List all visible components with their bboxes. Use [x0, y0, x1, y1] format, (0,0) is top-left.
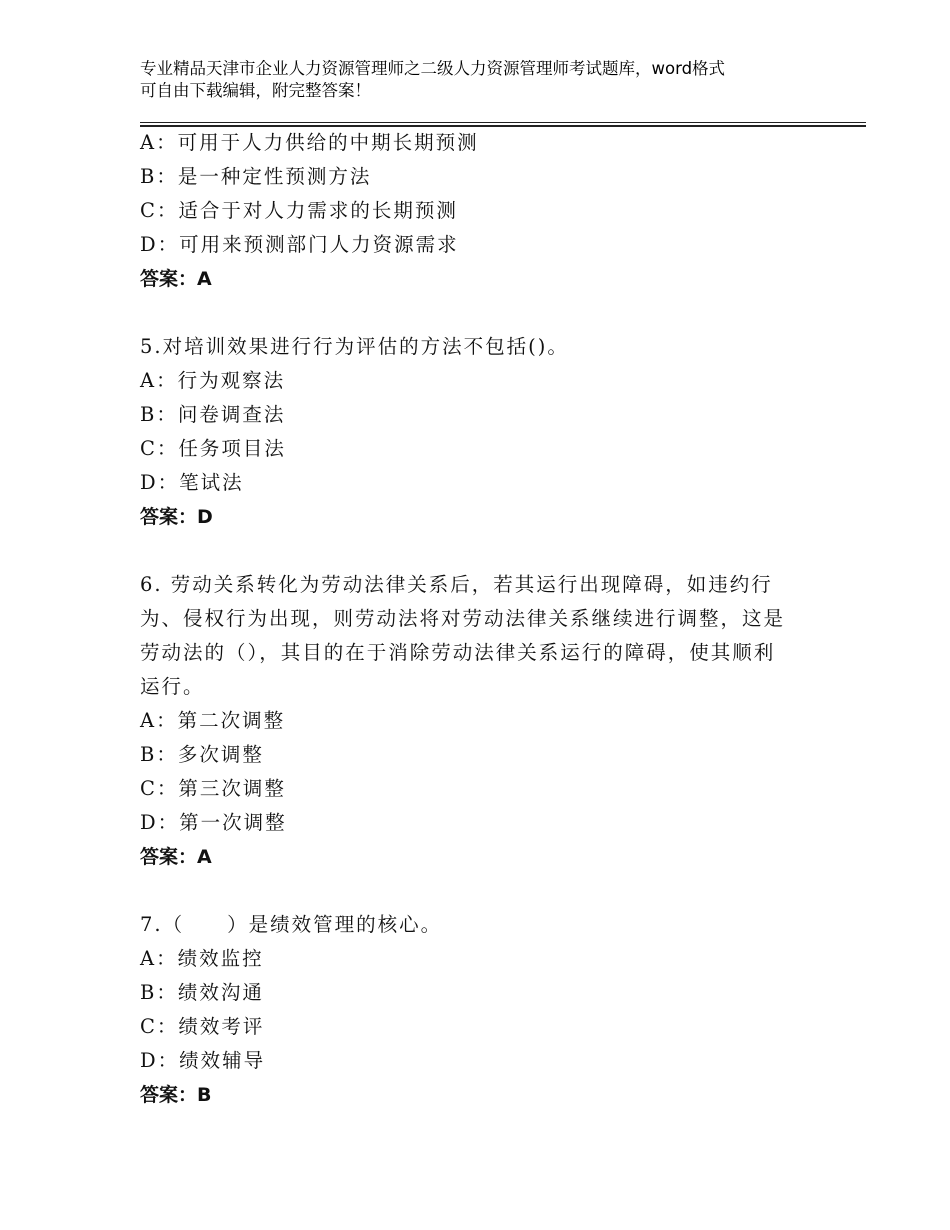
- option-a: A：绩效监控: [140, 947, 264, 970]
- option-a: A：可用于人力供给的中期长期预测: [140, 131, 479, 154]
- option-d: D：笔试法: [140, 471, 244, 494]
- question-4: [140, 126, 840, 296]
- option-c: C：适合于对人力需求的长期预测: [140, 199, 458, 222]
- option-d: D：可用来预测部门人力资源需求: [140, 233, 459, 256]
- answer-label: 答案：A: [140, 268, 212, 290]
- spacer: [140, 874, 840, 908]
- answer-label: 答案：A: [140, 846, 212, 868]
- option-b: B：是一种定性预测方法: [140, 165, 372, 188]
- option-a: A：第二次调整: [140, 709, 286, 732]
- option-d: D：绩效辅导: [140, 1049, 266, 1072]
- option-a: A：行为观察法: [140, 369, 286, 392]
- question-7: [140, 908, 840, 1112]
- question-stem-line-1: 6. 劳动关系转化为劳动法律关系后，若其运行出现障碍，如违约行: [140, 573, 773, 596]
- option-c: C：任务项目法: [140, 437, 286, 460]
- option-c: C：第三次调整: [140, 777, 286, 800]
- question-5: [140, 330, 840, 534]
- question-stem-line-4: 运行。: [140, 675, 205, 698]
- header-line-1: 专业精品天津市企业人力资源管理师之二级人力资源管理师考试题库，word格式: [140, 59, 726, 78]
- question-stem: 7.（ ）是绩效管理的核心。: [140, 913, 443, 936]
- option-b: B：问卷调查法: [140, 403, 286, 426]
- question-stem-line-2: 为、侵权行为出现，则劳动法将对劳动法律关系继续进行调整，这是: [140, 607, 786, 630]
- question-stem: 5.对培训效果进行行为评估的方法不包括()。: [140, 335, 569, 358]
- document-header: [140, 58, 840, 102]
- answer-label: 答案：B: [140, 1084, 212, 1106]
- answer-label: 答案：D: [140, 506, 213, 528]
- question-list: [140, 126, 840, 1112]
- question-stem-line-3: 劳动法的（），其目的在于消除劳动法律关系运行的障碍，使其顺利: [140, 641, 776, 664]
- option-c: C：绩效考评: [140, 1015, 265, 1038]
- spacer: [140, 296, 840, 330]
- option-d: D：第一次调整: [140, 811, 287, 834]
- question-6: [140, 568, 840, 874]
- spacer: [140, 534, 840, 568]
- option-b: B：绩效沟通: [140, 981, 264, 1004]
- header-line-2: 可自由下载编辑，附完整答案！: [140, 81, 371, 100]
- option-b: B：多次调整: [140, 743, 264, 766]
